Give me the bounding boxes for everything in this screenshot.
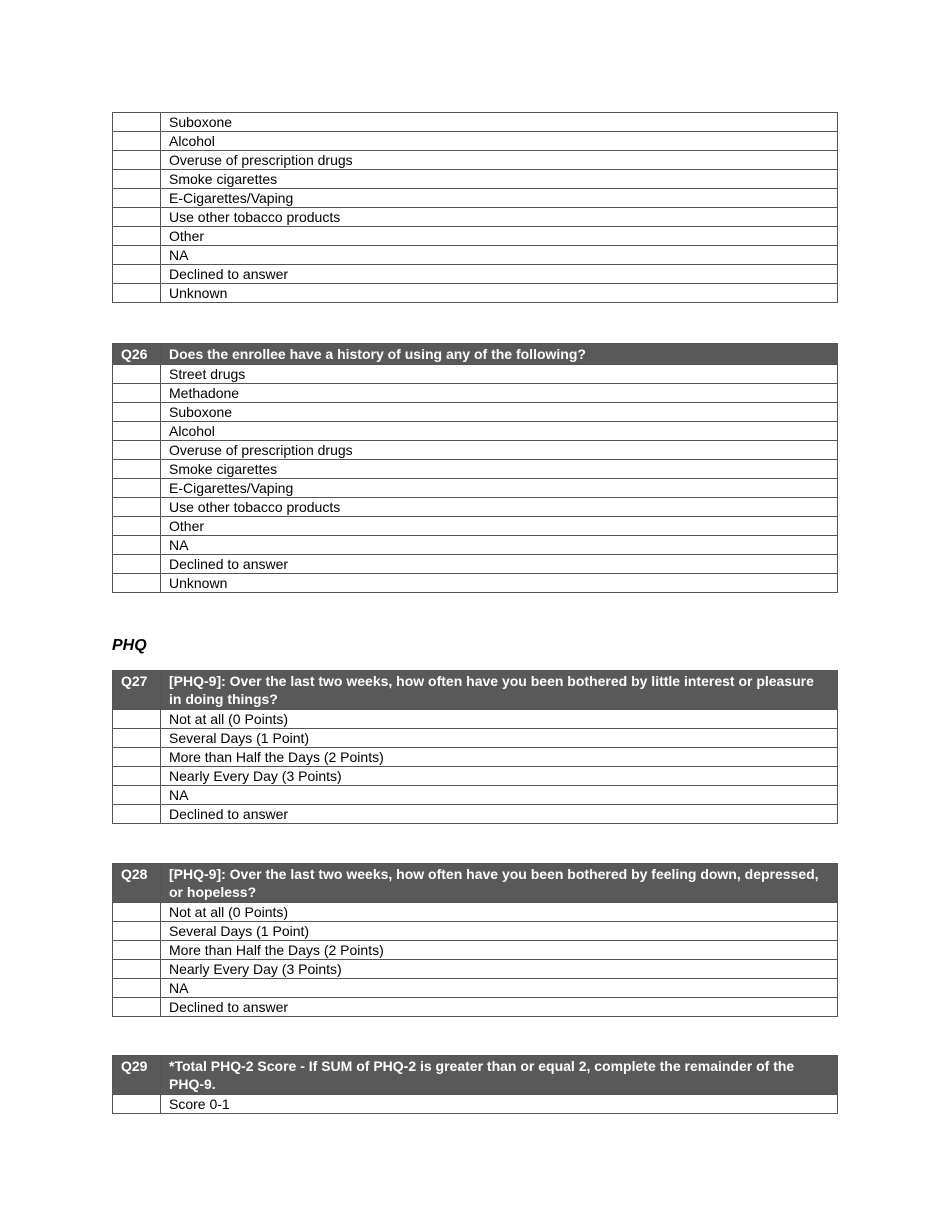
option-label: Declined to answer: [161, 265, 838, 284]
table-row: [113, 227, 838, 246]
table-row: [113, 786, 838, 805]
table-row: [113, 517, 838, 536]
table-row: [113, 403, 838, 422]
option-label: Nearly Every Day (3 Points): [161, 767, 838, 786]
answer-cell[interactable]: [113, 805, 161, 824]
option-label: Suboxone: [161, 113, 838, 132]
option-label: Alcohol: [161, 132, 838, 151]
answer-cell[interactable]: [113, 365, 161, 384]
table-row: [113, 767, 838, 786]
option-label: Use other tobacco products: [161, 208, 838, 227]
option-label: Declined to answer: [161, 998, 838, 1017]
answer-cell[interactable]: [113, 498, 161, 517]
answer-cell[interactable]: [113, 132, 161, 151]
answer-cell[interactable]: [113, 441, 161, 460]
answer-cell[interactable]: [113, 903, 161, 922]
answer-cell[interactable]: [113, 748, 161, 767]
table-row: [113, 710, 838, 729]
answer-cell[interactable]: [113, 170, 161, 189]
table-row: [113, 246, 838, 265]
option-label: E-Cigarettes/Vaping: [161, 479, 838, 498]
table-row: [113, 132, 838, 151]
option-label: NA: [161, 536, 838, 555]
answer-cell[interactable]: [113, 113, 161, 132]
table-row: [113, 170, 838, 189]
question-header: [113, 1056, 838, 1095]
answer-cell[interactable]: [113, 786, 161, 805]
answer-cell[interactable]: [113, 422, 161, 441]
option-label: More than Half the Days (2 Points): [161, 748, 838, 767]
q29-table: [112, 1055, 838, 1114]
answer-cell[interactable]: [113, 479, 161, 498]
answer-cell[interactable]: [113, 227, 161, 246]
table-row: [113, 498, 838, 517]
question-header: [113, 864, 838, 903]
option-label: Street drugs: [161, 365, 838, 384]
answer-cell[interactable]: [113, 960, 161, 979]
q26-table: [112, 343, 838, 593]
table-row: [113, 422, 838, 441]
q27-table: [112, 670, 838, 824]
option-label: NA: [161, 979, 838, 998]
table-row: [113, 998, 838, 1017]
table-row: [113, 960, 838, 979]
answer-cell[interactable]: [113, 710, 161, 729]
option-label: Several Days (1 Point): [161, 922, 838, 941]
answer-cell[interactable]: [113, 517, 161, 536]
option-label: Score 0-1: [161, 1095, 838, 1114]
option-label: Other: [161, 227, 838, 246]
table-row: [113, 365, 838, 384]
answer-cell[interactable]: [113, 729, 161, 748]
table-row: [113, 805, 838, 824]
option-label: Overuse of prescription drugs: [161, 441, 838, 460]
option-label: Alcohol: [161, 422, 838, 441]
answer-cell[interactable]: [113, 208, 161, 227]
table-row: [113, 479, 838, 498]
table-row: [113, 574, 838, 593]
table-row: [113, 1095, 838, 1114]
answer-cell[interactable]: [113, 998, 161, 1017]
option-label: Declined to answer: [161, 805, 838, 824]
answer-cell[interactable]: [113, 265, 161, 284]
question-number: Q28: [113, 864, 161, 903]
option-label: Several Days (1 Point): [161, 729, 838, 748]
option-label: NA: [161, 246, 838, 265]
table-row: [113, 748, 838, 767]
table-row: [113, 941, 838, 960]
option-label: Methadone: [161, 384, 838, 403]
table-row: [113, 536, 838, 555]
answer-cell[interactable]: [113, 536, 161, 555]
q28-table: [112, 863, 838, 1017]
table-row: [113, 441, 838, 460]
option-label: Overuse of prescription drugs: [161, 151, 838, 170]
answer-cell[interactable]: [113, 979, 161, 998]
answer-cell[interactable]: [113, 460, 161, 479]
table-row: [113, 979, 838, 998]
option-label: Smoke cigarettes: [161, 170, 838, 189]
answer-cell[interactable]: [113, 151, 161, 170]
table-row: [113, 113, 838, 132]
answer-cell[interactable]: [113, 922, 161, 941]
table-row: [113, 189, 838, 208]
option-label: Not at all (0 Points): [161, 903, 838, 922]
option-label: NA: [161, 786, 838, 805]
answer-cell[interactable]: [113, 403, 161, 422]
answer-cell[interactable]: [113, 574, 161, 593]
table-row: [113, 208, 838, 227]
option-label: E-Cigarettes/Vaping: [161, 189, 838, 208]
option-label: Nearly Every Day (3 Points): [161, 960, 838, 979]
option-label: Unknown: [161, 574, 838, 593]
table-row: [113, 729, 838, 748]
option-label: Use other tobacco products: [161, 498, 838, 517]
table-row: [113, 555, 838, 574]
question-header: [113, 671, 838, 710]
answer-cell[interactable]: [113, 384, 161, 403]
option-label: Declined to answer: [161, 555, 838, 574]
option-label: Not at all (0 Points): [161, 710, 838, 729]
option-label: More than Half the Days (2 Points): [161, 941, 838, 960]
table-row: [113, 922, 838, 941]
table-row: [113, 284, 838, 303]
answer-cell[interactable]: [113, 1095, 161, 1114]
answer-cell[interactable]: [113, 941, 161, 960]
substance-use-table-continued: [112, 112, 838, 303]
table-row: [113, 384, 838, 403]
question-number: Q26: [113, 344, 161, 365]
answer-cell[interactable]: [113, 246, 161, 265]
question-header: [113, 344, 838, 365]
table-row: [113, 265, 838, 284]
question-number: Q27: [113, 671, 161, 710]
section-title: PHQ: [112, 637, 147, 654]
question-number: Q29: [113, 1056, 161, 1095]
question-text: [PHQ-9]: Over the last two weeks, how often have you been bothered by little interest or pleasure in doing things?: [161, 671, 838, 710]
table-row: [113, 460, 838, 479]
option-label: Smoke cigarettes: [161, 460, 838, 479]
answer-cell[interactable]: [113, 555, 161, 574]
option-label: Suboxone: [161, 403, 838, 422]
option-label: Other: [161, 517, 838, 536]
table-row: [113, 903, 838, 922]
answer-cell[interactable]: [113, 189, 161, 208]
answer-cell[interactable]: [113, 284, 161, 303]
option-label: Unknown: [161, 284, 838, 303]
question-text: [PHQ-9]: Over the last two weeks, how often have you been bothered by feeling down, depressed, or hopeless?: [161, 864, 838, 903]
question-text: *Total PHQ-2 Score - If SUM of PHQ-2 is greater than or equal 2, complete the remainder of the PHQ-9.: [161, 1056, 838, 1095]
table-row: [113, 151, 838, 170]
answer-cell[interactable]: [113, 767, 161, 786]
question-text: Does the enrollee have a history of using any of the following?: [161, 344, 838, 365]
